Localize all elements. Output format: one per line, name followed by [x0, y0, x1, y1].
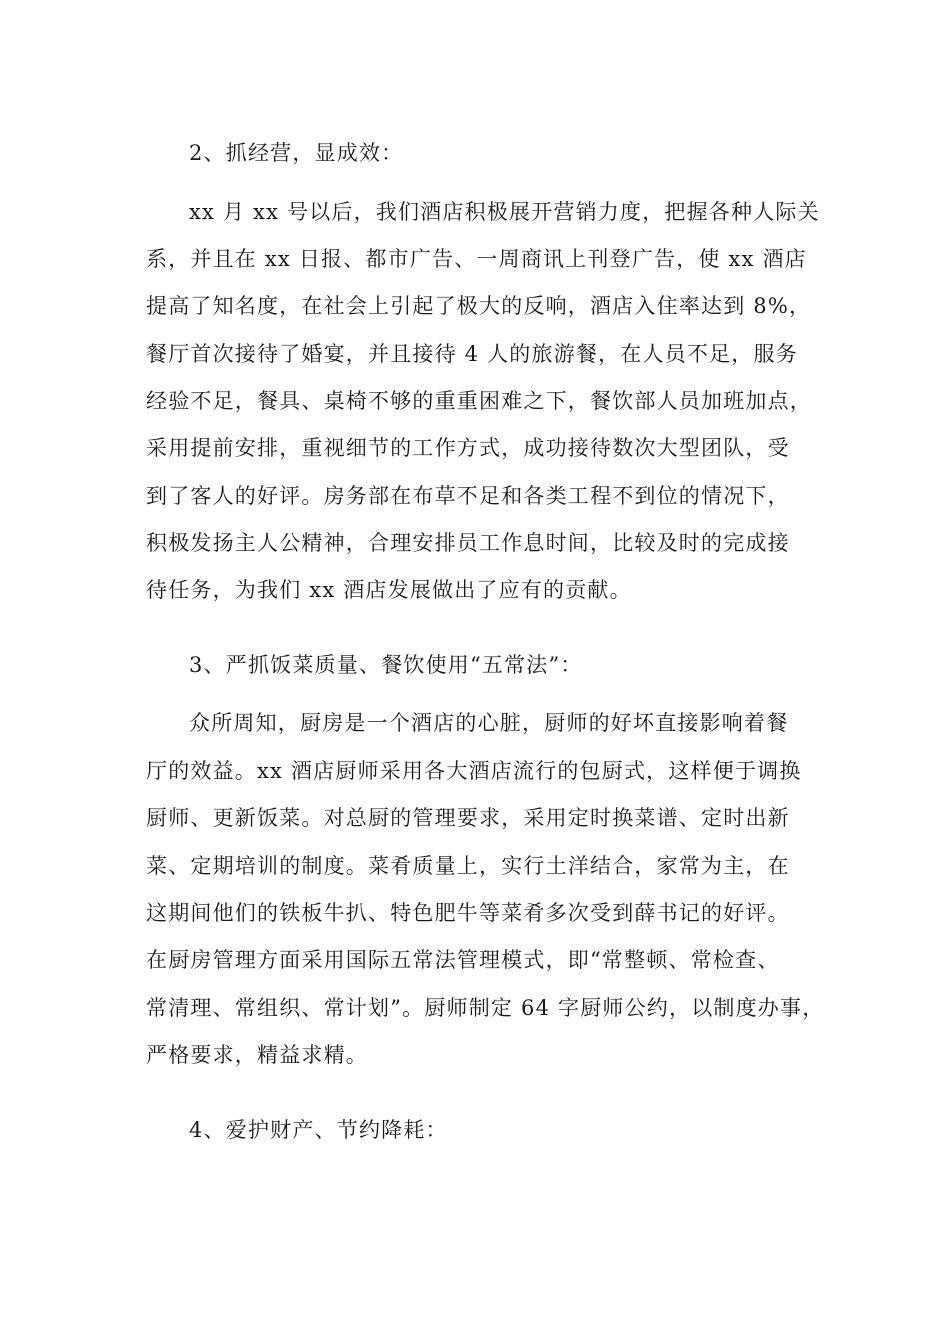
paragraph-line: 餐厅首次接待了婚宴，并且接待 4 人的旅游餐，在人员不足，服务	[146, 342, 798, 366]
section-heading-3: 3、严抓饭菜质量、餐饮使用“五常法”：	[189, 653, 583, 677]
paragraph-line: 采用提前安排，重视细节的工作方式，成功接待数次大型团队，受	[146, 436, 790, 460]
paragraph-line: 严格要求，精益求精。	[146, 1043, 368, 1067]
paragraph-line: 到了客人的好评。房务部在布草不足和各类工程不到位的情况下，	[146, 484, 790, 508]
paragraph-line: 经验不足，餐具、桌椅不够的重重困难之下，餐饮部人员加班加点，	[146, 389, 812, 413]
paragraph-line: 众所周知，厨房是一个酒店的心脏，厨师的好坏直接影响着餐	[189, 711, 789, 735]
paragraph-line: 积极发扬主人公精神，合理安排员工作息时间，比较及时的完成接	[146, 531, 790, 555]
paragraph-line: 厨师、更新饭菜。对总厨的管理要求，采用定时换菜谱、定时出新	[146, 806, 790, 830]
paragraph-line: xx 月 xx 号以后，我们酒店积极展开营销力度，把握各种人际关	[189, 200, 820, 224]
paragraph-line: 这期间他们的铁板牛扒、特色肥牛等菜肴多次受到薛书记的好评。	[146, 901, 790, 925]
paragraph-line: 常清理、常组织、常计划”。厨师制定 64 字厨师公约，以制度办事，	[146, 996, 825, 1020]
paragraph-line: 菜、定期培训的制度。菜肴质量上，实行土洋结合，家常为主，在	[146, 854, 790, 878]
section-heading-2: 2、抓经营，显成效：	[189, 141, 404, 165]
paragraph-line: 待任务，为我们 xx 酒店发展做出了应有的贡献。	[146, 578, 632, 602]
section-heading-4: 4、爱护财产、节约降耗：	[189, 1118, 448, 1142]
paragraph-line: 在厨房管理方面采用国际五常法管理模式，即“常整顿、常检查、	[146, 948, 780, 972]
paragraph-line: 提高了知名度，在社会上引起了极大的反响，酒店入住率达到 8%，	[146, 294, 812, 318]
paragraph-line: 厅的效益。xx 酒店厨师采用各大酒店流行的包厨式，这样便于调换	[146, 759, 802, 783]
paragraph-line: 系，并且在 xx 日报、都市广告、一周商讯上刊登广告，使 xx 酒店	[146, 247, 807, 271]
